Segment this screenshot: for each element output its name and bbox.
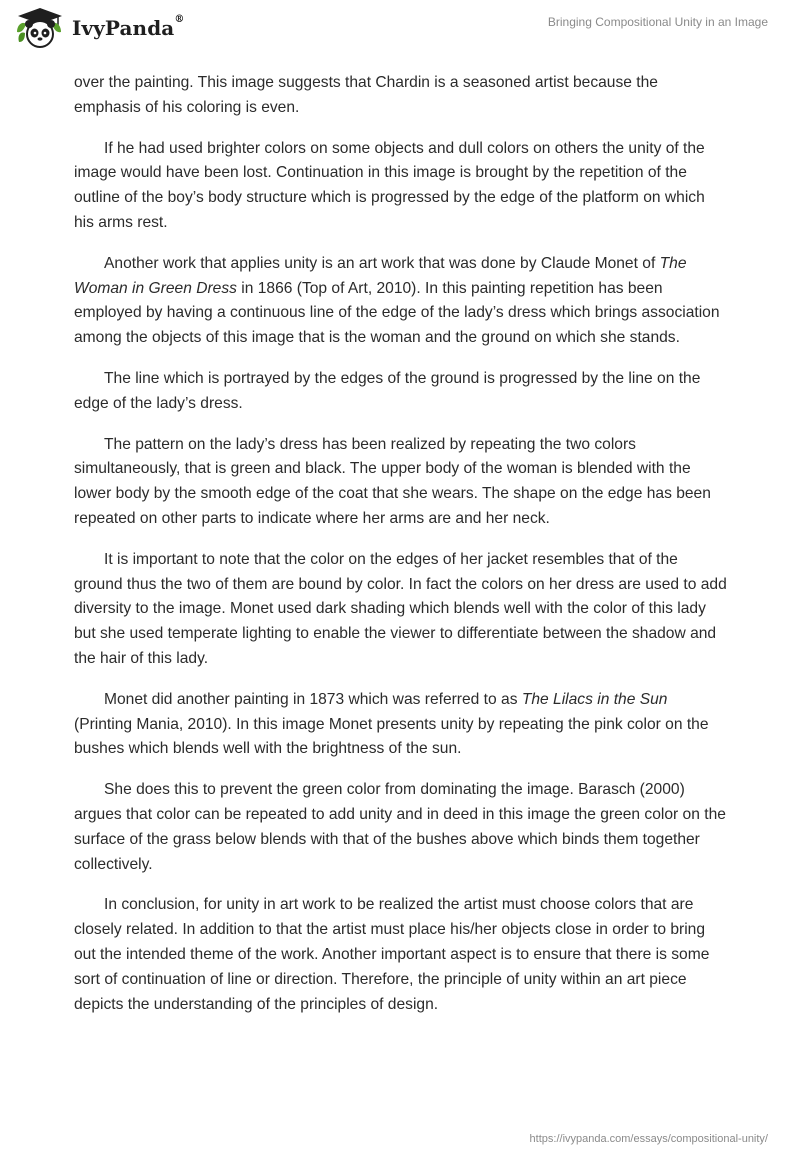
panda-graduate-icon <box>14 6 66 50</box>
paragraph-text: over the painting. This image suggests that Chardin is a seasoned artist because the emphasis of his coloring is even. <box>74 74 658 116</box>
paragraph <box>74 893 728 1017</box>
brand-logo[interactable] <box>14 6 184 50</box>
paragraph <box>74 71 728 121</box>
paragraph-text: (Printing Mania, 2010). In this image Monet presents unity by repeating the pink color on the bushes which blends well with the brightness of the sun. <box>74 715 709 758</box>
paragraph-text: The pattern on the lady’s dress has been realized by repeating the two colors simultaneously, that is green and black. The upper body of the woman is blended with the lower body by the smooth edge of the coat that she wears. The shape on the edge has been repeated on other parts to indicate where her arms are and her neck. <box>74 435 711 527</box>
paragraph-text: The line which is portrayed by the edges of the ground is progressed by the line on the edge of the lady’s dress. <box>74 369 701 412</box>
paragraph-text: in 1866 (Top of Art, 2010). In this painting repetition has been employed by having a continuous line of the edge of the lady’s dress which brings association among the objects of this image that is the woman and the ground on which she stands. <box>74 279 720 347</box>
page-header <box>0 0 800 70</box>
document-title: Bringing Compositional Unity in an Image <box>547 15 768 29</box>
paragraph <box>74 778 728 877</box>
brand-name: IvyPanda® <box>72 14 185 40</box>
paragraph-text: Monet did another painting in 1873 which was referred to as <box>104 690 522 708</box>
artwork-title: The Lilacs in the Sun <box>521 690 668 708</box>
paragraph-text: It is important to note that the color on the edges of her jacket resembles that of the ground thus the two of them are bound by color. In fact the colors on her dress are used to add diversity to the image. Monet used dark shading which blends well with the color of this lady but she used temperate lighting to enable the viewer to differentiate between the shadow and the hair of this lady. <box>74 550 727 667</box>
paragraph <box>74 688 728 762</box>
paragraph <box>74 137 728 236</box>
paragraph-text: If he had used brighter colors on some objects and dull colors on others the unity of the image would have been lost. Continuation in this image is brought by the repetition of the outline of the boy’s body structure which is progressed by the edge of the platform on which his arms rest. <box>74 139 705 231</box>
paragraph <box>74 548 728 672</box>
paragraph-text: In conclusion, for unity in art work to be realized the artist must choose colors that are closely related. In addition to that the artist must place his/her objects close in order to bring out the intended theme of the work. Another important aspect is to ensure that there is some sort of continuation of line or direction. Therefore, the principle of unity within an art piece depicts the understanding of the principles of design. <box>74 896 710 1013</box>
paragraph <box>74 367 728 417</box>
artwork-title: The Woman in Green Dress <box>74 254 687 297</box>
paragraph-text: She does this to prevent the green color from dominating the image. Barasch (2000) argues that color can be repeated to add unity and in deed in this image the green color on the surface of the grass below blends with that of the bushes above which binds them together collectively. <box>74 781 726 873</box>
paragraph <box>74 433 728 532</box>
essay-body <box>74 71 728 1033</box>
paragraph-text: Another work that applies unity is an art work that was done by Claude Monet of <box>104 254 660 272</box>
source-url[interactable]: https://ivypanda.com/essays/compositional-unity/ <box>529 1133 768 1145</box>
paragraph <box>74 252 728 351</box>
